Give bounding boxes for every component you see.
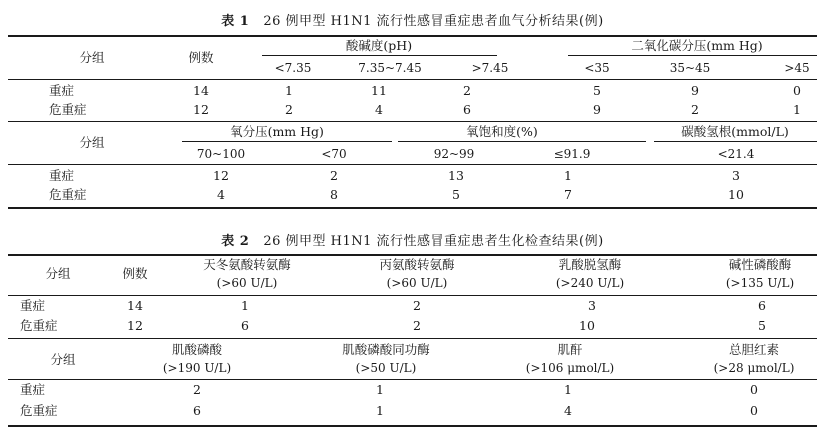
table2-col3-name: 乳酸脱氢酶	[558, 257, 622, 272]
table2-row2-val-4: 5	[758, 318, 766, 333]
table1-header-o2: 氧分压(mm Hg)	[230, 124, 324, 139]
table1-b-header-group: 分组	[79, 135, 105, 150]
table1-b-row2-o2-1: 4	[217, 187, 225, 202]
table2-col3-range: (>240 U/L)	[555, 276, 625, 290]
table1-header-co2: 二氧化碳分压(mm Hg)	[631, 38, 763, 53]
table1-b-row2-o2-2: 8	[330, 187, 338, 202]
table1-header-count: 例数	[188, 50, 214, 65]
table2-col1-range: (>60 U/L)	[216, 276, 278, 290]
table2-row2-group: 危重症	[20, 318, 58, 333]
table1-b-header-bottom-rule	[8, 164, 817, 165]
table1-ph-sub-3: >7.45	[471, 61, 509, 75]
table1-header-group: 分组	[79, 50, 105, 65]
table1-b-row1-sat-2: 1	[564, 168, 572, 183]
table2-b-row1-val-2: 1	[376, 382, 384, 397]
table1-row1-co2-2: 9	[691, 83, 699, 98]
table1-header-ph: 酸碱度(pH)	[345, 38, 413, 53]
table1-hco3-sub: <21.4	[717, 147, 755, 161]
table1-caption	[0, 10, 825, 29]
table2-row1-val-3: 3	[588, 298, 596, 313]
table1-sat-span-rule	[398, 141, 646, 142]
table2-caption	[0, 230, 825, 249]
table1-caption-text: 26 例甲型 H1N1 流行性感冒重症患者血气分析结果(例)	[263, 14, 604, 29]
table2-b-row1-val-3: 1	[564, 382, 572, 397]
table1-row2-group: 危重症	[49, 102, 87, 117]
table2-row1-group: 重症	[20, 298, 46, 313]
table2-b-col1-name: 肌酸磷酸	[171, 342, 223, 357]
table2-col4-name: 碱性磷酸酶	[728, 257, 792, 272]
table2-b-col2-name: 肌酸磷酸同功酶	[342, 342, 430, 357]
table2-b-header-group: 分组	[50, 352, 76, 367]
table1-b-row1-group: 重症	[49, 168, 75, 183]
table1-ph-span-rule	[262, 55, 497, 56]
table1-b-row2-sat-2: 7	[564, 187, 572, 202]
table1-ph-sub-2: 7.35~7.45	[358, 61, 422, 75]
table1-row2-co2-1: 9	[593, 102, 601, 117]
table1-co2-sub-1: <35	[584, 61, 610, 75]
table1-part-divider	[8, 121, 817, 122]
table2-top-rule	[8, 254, 817, 256]
table1-row1-ph-2: 11	[371, 83, 387, 98]
table1-row2-ph-3: 6	[463, 102, 471, 117]
table2-caption-number: 表 2	[221, 234, 250, 249]
table2-row2-val-1: 6	[241, 318, 249, 333]
table2-row1-val-1: 1	[241, 298, 249, 313]
table2-header-count: 例数	[122, 266, 148, 281]
table2-b-col4-range: (>28 μmol/L)	[713, 361, 795, 375]
table1-header-sat: 氧饱和度(%)	[466, 124, 538, 139]
table2-header-group: 分组	[45, 266, 71, 281]
table1-b-row1-o2-2: 2	[330, 168, 338, 183]
table2-b-col4-name: 总胆红素	[728, 342, 780, 357]
table1-row1-ph-3: 2	[463, 83, 471, 98]
table1-ph-sub-1: <7.35	[274, 61, 312, 75]
table2-b-row2-val-3: 4	[564, 403, 572, 418]
table1-o2-sub-1: 70~100	[196, 147, 246, 161]
table2-b-row1-val-4: 0	[750, 382, 758, 397]
table1-b-row1-o2-1: 12	[213, 168, 229, 183]
table1-b-row2-sat-1: 5	[452, 187, 460, 202]
table2-b-row2-val-1: 6	[193, 403, 201, 418]
table2-b-col2-range: (>50 U/L)	[355, 361, 417, 375]
table1-row2-ph-1: 2	[285, 102, 293, 117]
table2-b-col3-name: 肌酐	[557, 342, 583, 357]
table2-b-row2-val-2: 1	[376, 403, 384, 418]
table2-caption-text: 26 例甲型 H1N1 流行性感冒重症患者生化检查结果(例)	[263, 234, 604, 249]
table1-top-rule	[8, 35, 817, 37]
table2-row1-val-2: 2	[413, 298, 421, 313]
table2-b-col3-range: (>106 μmol/L)	[525, 361, 615, 375]
table2-b-row2-group: 危重症	[20, 403, 58, 418]
table2-b-header-bottom-rule	[8, 379, 817, 380]
table1-bottom-rule	[8, 207, 817, 209]
table1-b-row2-hco3: 10	[728, 187, 744, 202]
table2-b-row1-group: 重症	[20, 382, 46, 397]
table1-row1-group: 重症	[49, 83, 75, 98]
table1-b-row1-hco3: 3	[732, 168, 740, 183]
table1-co2-sub-2: 35~45	[669, 61, 711, 75]
table2-col2-range: (>60 U/L)	[386, 276, 448, 290]
table1-row1-ph-1: 1	[285, 83, 293, 98]
table1-b-row2-group: 危重症	[49, 187, 87, 202]
table1-row2-co2-3: 1	[793, 102, 801, 117]
table1-co2-span-rule	[568, 55, 817, 56]
table1-o2-sub-2: <70	[321, 147, 347, 161]
table2-row2-val-2: 2	[413, 318, 421, 333]
table1-b-row1-sat-1: 13	[448, 168, 464, 183]
table2-header-bottom-rule	[8, 295, 817, 296]
table2-b-col1-range: (>190 U/L)	[162, 361, 232, 375]
table1-row2-co2-2: 2	[691, 102, 699, 117]
table2-row1-val-4: 6	[758, 298, 766, 313]
table2-row1-count: 14	[127, 298, 143, 313]
table1-hco3-span-rule	[654, 141, 817, 142]
table2-col1-name: 天冬氨酸转氨酶	[203, 257, 291, 272]
table2-bottom-rule	[8, 425, 817, 427]
table1-row1-co2-1: 5	[593, 83, 601, 98]
table2-b-row1-val-1: 2	[193, 382, 201, 397]
table2-col2-name: 丙氨酸转氨酶	[379, 257, 455, 272]
table1-co2-sub-3: >45	[784, 61, 810, 75]
table1-caption-number: 表 1	[221, 14, 250, 29]
table1-row2-count: 12	[193, 102, 209, 117]
table2-row2-val-3: 10	[579, 318, 595, 333]
table1-row1-co2-3: 0	[793, 83, 801, 98]
table1-sat-sub-2: ≤91.9	[553, 147, 591, 161]
table2-row2-count: 12	[127, 318, 143, 333]
table2-col4-range: (>135 U/L)	[725, 276, 795, 290]
table1-header-bottom-rule	[8, 79, 817, 80]
table1-sat-sub-1: 92~99	[433, 147, 475, 161]
table2-b-row2-val-4: 0	[750, 403, 758, 418]
table2-part-divider	[8, 338, 817, 339]
table1-o2-span-rule	[182, 141, 392, 142]
table1-row1-count: 14	[193, 83, 209, 98]
table1-row2-ph-2: 4	[375, 102, 383, 117]
table1-header-hco3: 碳酸氢根(mmol/L)	[681, 124, 789, 139]
